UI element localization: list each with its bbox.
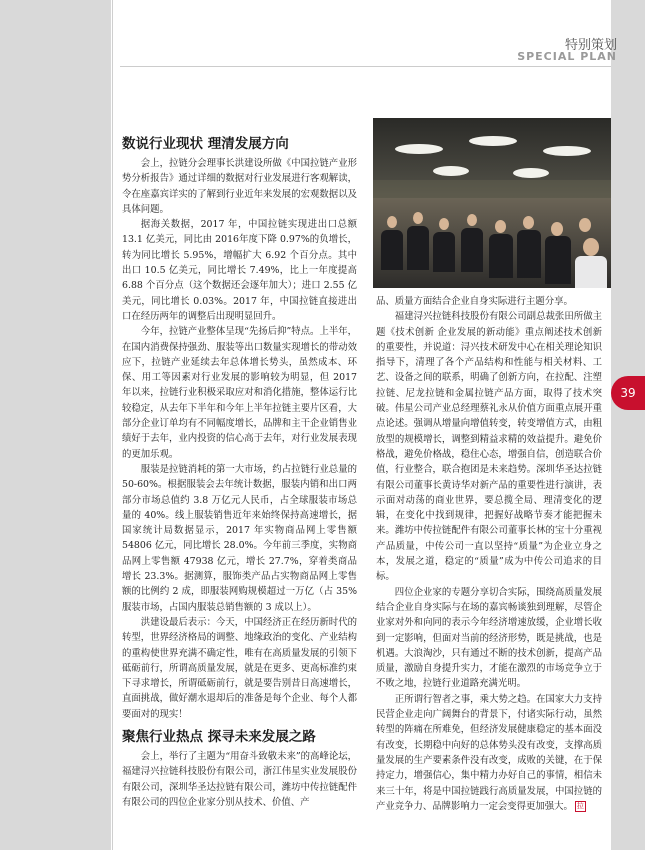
audience-member (413, 212, 423, 224)
right-margin-band (611, 0, 645, 850)
audience-member (517, 230, 541, 278)
end-mark-icon: 拉 (576, 801, 584, 810)
section-title-en: SPECIAL PLAN (517, 50, 617, 63)
article-paragraph: 洪建设最后表示：今天，中国经济正在经历新时代的转型，世界经济格局的调整、地缘政治的变化、产业结构的重构使世界充满不确定性，唯有在高质量发展的引领下砥砺前行，所谓高质量发展，就是在更多、更高标准约束下寻求增长，所谓砥砺前行，就是要告别昔日高速增长，直面挑战，做好潮水退却后的准备是每个企业、每个人都要面对的现实！ (122, 616, 357, 720)
audience-member (495, 220, 506, 233)
article-paragraph: 品、质量方面结合企业自身实际进行主题分享。 (376, 296, 573, 307)
section-heading-1: 数说行业现状 理清发展方向 (122, 136, 289, 152)
ceiling-light (469, 136, 517, 146)
article-paragraph: 据海关数据，2017 年，中国拉链实现进出口总额 13.1 亿美元，同比由 2016年度下降 0.97%的负增长，转为同比增长 5.95%，增幅扩大 6.92 个百分点。其中出口 10.5 亿美元，同比增长 7.49%，比上一年度提高 6.88 个百分点（这个数据还会逐年加大）；进口 2.55 亿美元，同比增长 0.03%。2017 年，中国拉链直接进出口在经历两年的调整后出现明显回升。 (122, 219, 357, 322)
ceiling-light (513, 168, 549, 178)
audience-member (439, 218, 449, 230)
audience-member (583, 238, 599, 256)
audience-member (551, 222, 563, 236)
section-heading-2: 聚焦行业热点 探寻未来发展之路 (122, 728, 316, 745)
audience-member (489, 234, 513, 278)
article-column-left (122, 134, 357, 810)
article-paragraph-text: 正所谓行智者之事，乘大势之趋。在国家大力支持民营企业走向广阔舞台的背景下，付诸实际行动，虽然转型的阵痛在所难免，但经济发展健康稳定的基本面没有改变，长期稳中向好的总体势头没有改变，支撑高质量发展的生产要素条件没有改变，成败的关键，在于保持定力，增强信心，集中精力办好自己的事情，相信未来三十年，将是中国拉链践行高质量发展，中国拉链的产业竞争力、品牌影响力一定会变得更加强大。 (376, 693, 602, 812)
article-paragraph: 今年，拉链产业整体呈现“先扬后抑”特点。上半年，在国内消费保持强劲、服装等出口数量实现增长的带动效应下，拉链产业延续去年总体增长势头，虽然成本、环保、用工等因素对行业发展的影响较为明显，但 2017 年以来，拉链行业积极采取应对和消化措施，整体运行比较稳定，从去年下半年和今年上半年拉链主要片区看，大部分企业订单均有不同幅度增长，品牌和主干企业销售业绩好于去年，业内投资的信心高于去年，对行业发展表现的更加乐观。 (122, 326, 357, 460)
article-paragraph (376, 692, 602, 814)
audience-member (381, 230, 403, 270)
audience-member (545, 236, 571, 284)
article-paragraph: 会上，举行了主题为“用奋斗致敬未来”的高峰论坛，福建浔兴拉链科技股份有限公司，浙江伟星实业发展股份有限公司，深圳华圣达拉链有限公司，潍坊中传拉链配件有限公司的四位企业家分别从技术、价值、产 (122, 750, 357, 808)
audience-member (387, 216, 397, 228)
audience-member (467, 214, 477, 226)
article-paragraph: 福建浔兴拉链科技股份有限公司副总裁张田所做主题《技术创新 企业发展的新动能》重点阐述技术创新的重要性，并说道：浔兴技术研发中心在相关理论知识指导下，清理了各个产品结构和性能与相关材料、工艺、设备之间的联系，明确了创新方向，在拉配、注塑拉链、尼龙拉链和金属拉链产品方面，取得了技术突破。伟星公司产业总经理蔡礼永从价值方面重点展开重点论述。强调从增量向增值转变，转变增值方式，由粗放型的规模增长，调整到精益求精的效益提升。避免价格战，避免价格战，稳住心态，增强自信，创造联合价值，行业整合，联合抱团是未来趋势。深圳华圣达拉链有限公司董事长黄诗华对新产品的重要性进行演讲，表示面对动荡的商业世界，要总揽全局、理清变化的逻辑，在变化中找到规律，把握好战略节奏才能把握未来。潍坊中传拉链配件有限公司董事长林的宝十分重视产品质量，中传公司一直以坚持“质量”为企业立身之本，发展之道，稳定的“质量”成为中传公司追求的目标。 (376, 311, 602, 583)
audience-member (461, 228, 483, 272)
section-title-cn: 特别策划 (564, 38, 617, 53)
article-paragraph: 四位企业家的专题分享切合实际，围绕高质量发展结合企业自身实际与在场的嘉宾畅谈独到理解，尽管企业家对外和向同的表示今年经济增速放缓，企业增长收到一定影响，但面对当前的经济形势，既是挑战，也是机遇。大浪淘沙，只有通过不断的技术创新，提高产品质量，激励自身提升实力，才能在激烈的市场竞争立于不败之地，拉链行业道路充满光明。 (376, 586, 602, 690)
page-number-badge: 39 (611, 376, 645, 410)
audience-member (575, 256, 607, 288)
conference-photo (373, 118, 611, 288)
audience-member (407, 226, 429, 270)
audience-member (579, 218, 591, 232)
left-margin-band (0, 0, 111, 850)
header-divider (120, 66, 611, 67)
ceiling-light (543, 146, 591, 156)
ceiling-light (433, 166, 469, 176)
article-paragraph: 服装是拉链消耗的第一大市场，约占拉链行业总量的 50-60%。根据服装会去年统计数据，服装内销和出口两部分市场总值约 3.8 万亿元人民币，占全球服装市场总量的 40%。线上服装销售近年来始终保持高速增长，据国家统计局数据显示，2017 年实物商品网上零售额 54806 亿元，同比增长 28.0%。今年前三季度，实物商品网上零售额 47938 亿元，增长 27.7%，穿着类商品增长 23.3%。据测算，服饰类产品占实物商品网上零售额的比例约 2 成，即服装网购规模超过一万亿（占 35%服装市场，占国内服装总销售额的 3 成以上）。 (122, 463, 357, 613)
article-column-right (376, 294, 602, 814)
audience-member (433, 232, 455, 272)
left-margin-rule (112, 0, 113, 850)
audience-member (523, 216, 534, 229)
article-paragraph: 会上，拉链分会理事长洪建设所做《中国拉链产业形势分析报告》通过详细的数据对行业发展进行客观解读，令在座嘉宾详实的了解到行业近年来发展的宏观数据以及具体问题。 (122, 158, 357, 215)
ceiling-light (395, 144, 443, 154)
